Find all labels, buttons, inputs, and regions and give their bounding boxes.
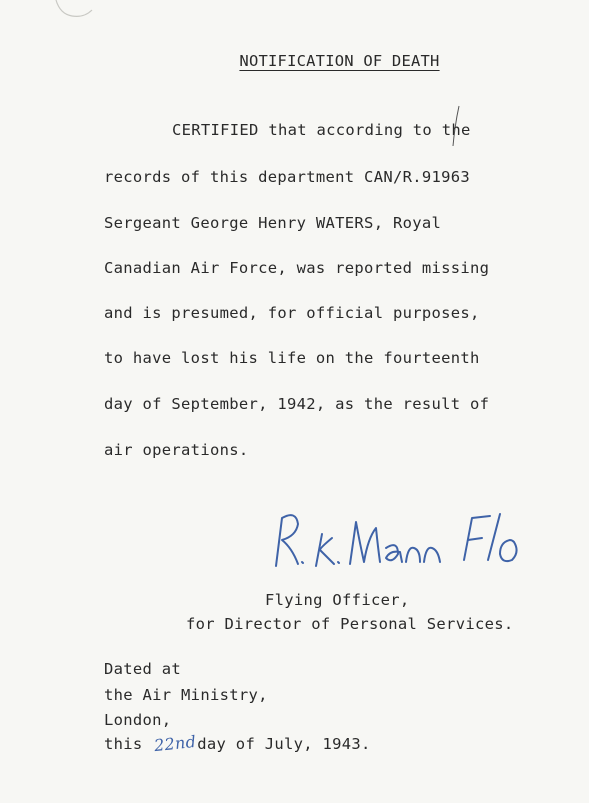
dated-line-4 xyxy=(104,731,371,756)
signatory-role: for Director of Personal Services. xyxy=(186,615,514,633)
body-line: day of September, 1942, as the result of xyxy=(104,395,490,413)
body-line: Sergeant George Henry WATERS, Royal xyxy=(104,214,442,232)
signatory-rank: Flying Officer, xyxy=(265,591,410,609)
body-line: and is presumed, for official purposes, xyxy=(104,304,480,322)
dated-line-2: the Air Ministry, xyxy=(104,686,268,704)
body-line: CERTIFIED that according to the xyxy=(172,121,471,139)
body-line: air operations. xyxy=(104,441,249,459)
document-title: NOTIFICATION OF DEATH xyxy=(239,52,440,70)
dated-prefix: this xyxy=(104,735,153,753)
corner-mark xyxy=(54,0,94,22)
handwritten-day: 22nd xyxy=(153,731,198,756)
body-line: records of this department CAN/R.91963 xyxy=(104,168,471,186)
handwritten-signature xyxy=(268,500,528,578)
body-line: Canadian Air Force, was reported missing xyxy=(104,259,490,277)
dated-line-3: London, xyxy=(104,711,172,729)
body-line: to have lost his life on the fourteenth xyxy=(104,349,480,367)
dated-suffix: day of July, 1943. xyxy=(197,735,371,753)
dated-line-1: Dated at xyxy=(104,660,182,678)
